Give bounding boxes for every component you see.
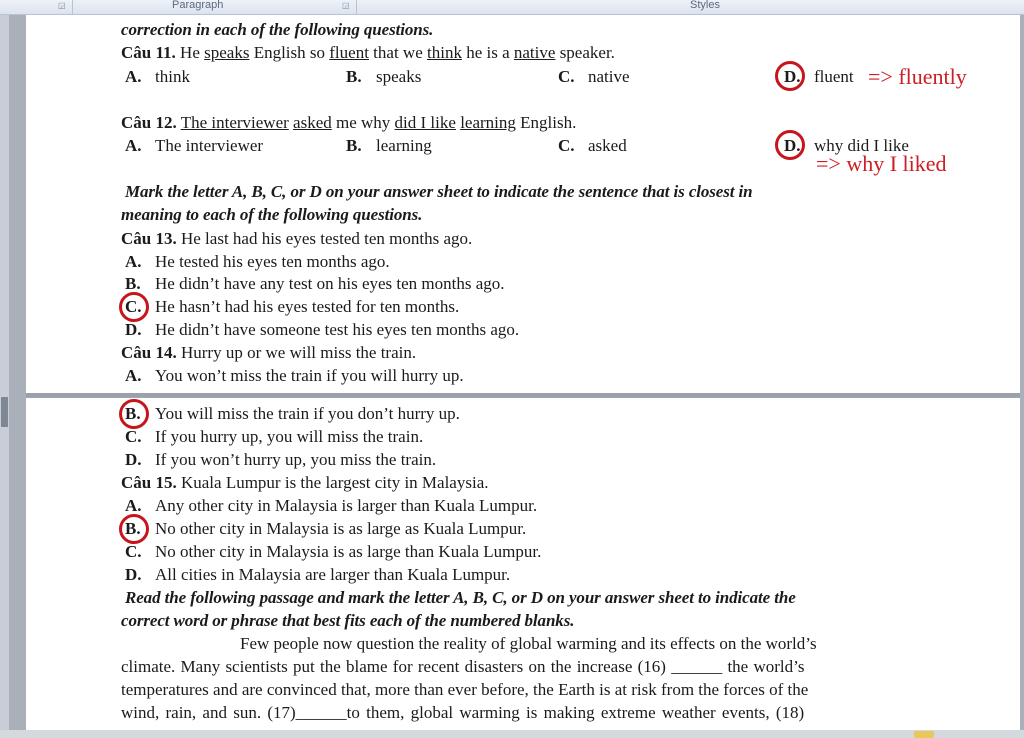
option-d: D. All cities in Malaysia are larger than Kuala Lumpur. xyxy=(125,565,511,584)
question-text: me why xyxy=(331,113,395,132)
handwritten-correction: => why I liked xyxy=(816,151,947,176)
question-11 xyxy=(121,43,615,63)
option-b: B. You will miss the train if you don’t hurry up. xyxy=(125,404,460,423)
question-13 xyxy=(121,229,472,249)
underlined-word: The interviewer xyxy=(180,113,289,132)
status-bar xyxy=(0,730,1024,738)
option-c: C. asked xyxy=(558,136,627,155)
answer-circle xyxy=(119,399,149,429)
option-a: A. think xyxy=(125,67,190,86)
question-14 xyxy=(121,343,416,363)
underlined-word: asked xyxy=(293,113,332,132)
question-number: Câu 13. xyxy=(121,229,177,248)
option-c: C. No other city in Malaysia is as large than Kuala Lumpur. xyxy=(125,542,542,561)
underlined-word: native xyxy=(513,43,556,62)
question-15 xyxy=(121,473,489,493)
handwritten-correction: => fluently xyxy=(868,64,967,89)
styles-group-label: Styles xyxy=(690,0,720,11)
paragraph-dialog-launcher-icon[interactable]: ◲ xyxy=(342,1,350,10)
option-c: C. He hasn’t had his eyes tested for ten months. xyxy=(125,297,460,316)
option-a: A. You won’t miss the train if you will hurry up. xyxy=(125,366,464,385)
passage-line: climate. Many scientists put the blame for recent disasters on the increase (16) ______ the world’s xyxy=(121,657,805,676)
option-b: B. He didn’t have any test on his eyes ten months ago. xyxy=(125,274,505,293)
ribbon-separator xyxy=(72,0,73,14)
answer-circle xyxy=(775,61,805,91)
question-number: Câu 12. xyxy=(121,113,177,132)
question-text: He xyxy=(180,43,205,62)
instruction-text: correct word or phrase that best fits each of the numbered blanks. xyxy=(121,611,575,630)
underlined-word: did I like xyxy=(394,113,456,132)
option-b: B. No other city in Malaysia is as large as Kuala Lumpur. xyxy=(125,519,527,538)
underlined-word: learning xyxy=(460,113,516,132)
status-indicator[interactable] xyxy=(914,731,934,738)
option-a: A. Any other city in Malaysia is larger than Kuala Lumpur. xyxy=(125,496,538,515)
option-b: B. speaks xyxy=(346,67,422,86)
question-text: speaker. xyxy=(555,43,615,62)
option-d: D. fluent xyxy=(784,67,854,86)
instruction-text: meaning to each of the following questions. xyxy=(121,205,423,224)
answer-circle xyxy=(119,514,149,544)
vertical-ruler xyxy=(0,15,9,738)
option-c: C. native xyxy=(558,67,630,86)
question-text: he is a xyxy=(461,43,514,62)
question-text: Hurry up or we will miss the train. xyxy=(180,343,417,362)
question-number: Câu 14. xyxy=(121,343,177,362)
underlined-word: think xyxy=(427,43,462,62)
question-text: that we xyxy=(368,43,427,62)
dialog-launcher-icon[interactable]: ◲ xyxy=(58,1,66,10)
passage-line: wind, rain, and sun. (17)______to them, global warming is making extreme weather events, (18) xyxy=(121,703,805,722)
question-text: English so xyxy=(249,43,330,62)
ruler-marker[interactable] xyxy=(1,397,8,427)
question-number: Câu 15. xyxy=(121,473,177,492)
ribbon-bar xyxy=(0,0,1024,15)
option-b: B. learning xyxy=(346,136,432,155)
ribbon-separator xyxy=(356,0,357,14)
underlined-word: speaks xyxy=(204,43,250,62)
answer-circle xyxy=(775,130,805,160)
option-a: A. The interviewer xyxy=(125,136,264,155)
question-text: Kuala Lumpur is the largest city in Malaysia. xyxy=(180,473,489,492)
instruction-text: correction in each of the following questions. xyxy=(121,20,434,39)
underlined-word: fluent xyxy=(329,43,369,62)
passage-line: temperatures and are convinced that, more than ever before, the Earth is at risk from the forces of the xyxy=(121,680,809,699)
passage-line: Few people now question the reality of global warming and its effects on the world’s xyxy=(240,634,817,653)
question-text: He last had his eyes tested ten months ago. xyxy=(180,229,473,248)
instruction-text: Read the following passage and mark the letter A, B, C, or D on your answer sheet to indicate the xyxy=(125,588,796,607)
question-12 xyxy=(121,113,576,133)
paragraph-group-label: Paragraph xyxy=(172,0,224,11)
instruction-text: Mark the letter A, B, C, or D on your answer sheet to indicate the sentence that is closest in xyxy=(125,182,753,201)
answer-circle xyxy=(119,292,149,322)
option-c: C. If you hurry up, you will miss the train. xyxy=(125,427,424,446)
option-a: A. He tested his eyes ten months ago. xyxy=(125,252,390,271)
option-d: D. why did I like xyxy=(784,136,909,155)
option-d: D. He didn’t have someone test his eyes ten months ago. xyxy=(125,320,520,339)
question-number: Câu 11. xyxy=(121,43,176,62)
option-d: D. If you won’t hurry up, you miss the train. xyxy=(125,450,437,469)
question-text: English. xyxy=(515,113,577,132)
